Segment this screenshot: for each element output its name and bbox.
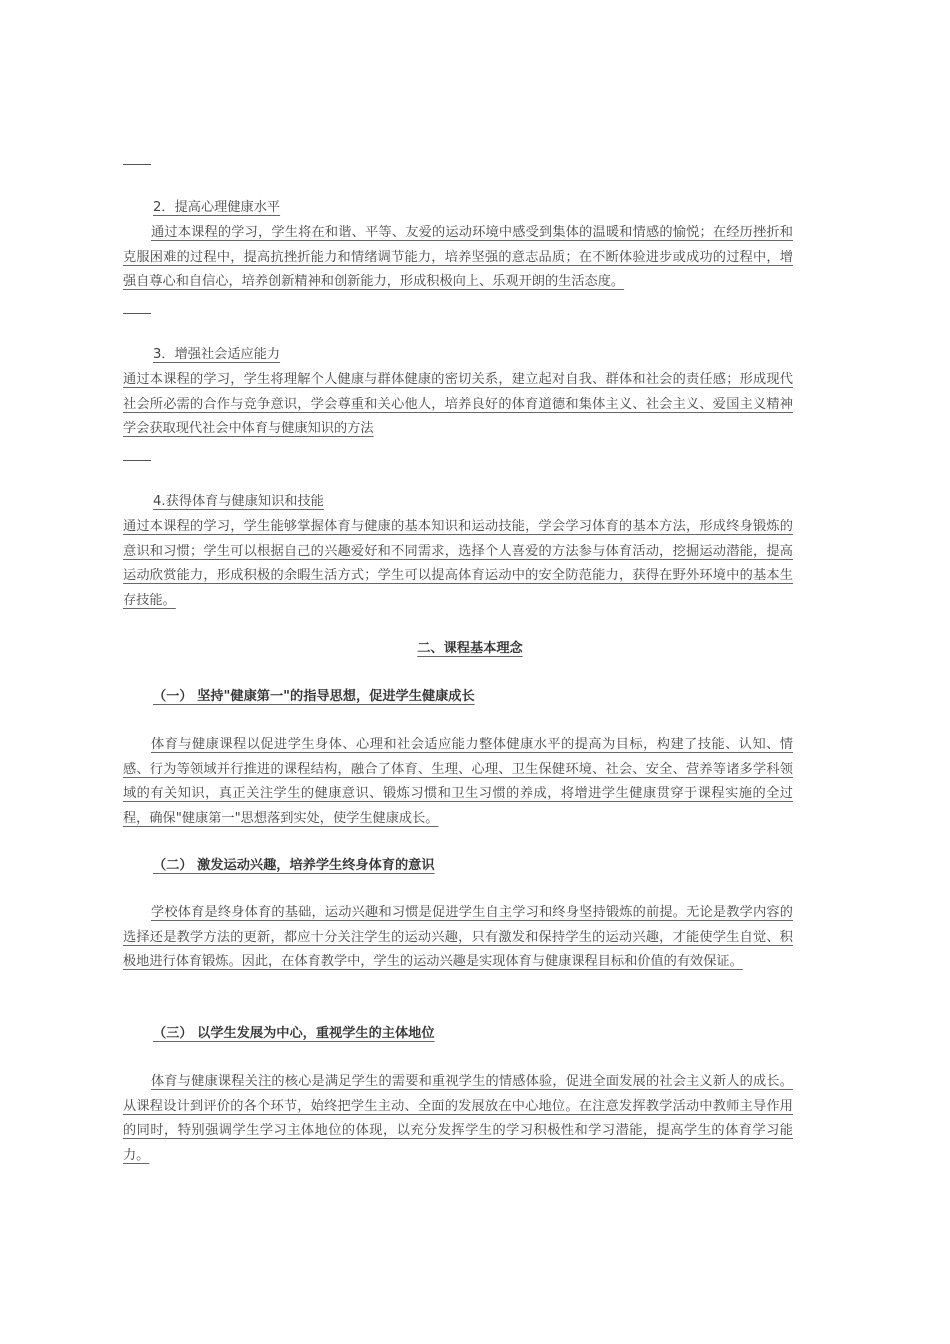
separator-rule <box>123 164 151 165</box>
section-heading <box>123 197 793 219</box>
principle-heading-text: （一） 坚持"健康第一"的指导思想，促进学生健康成长 <box>153 689 475 704</box>
principle-heading-text: （三） 以学生发展为中心，重视学生的主体地位 <box>153 1026 435 1041</box>
principle-heading <box>123 855 793 877</box>
chapter-title: 二、课程基本理念 <box>417 641 523 656</box>
section-body: 通过本课程的学习，学生将理解个人健康与群体健康的密切关系，建立起对自我、群体和社会的责任感；形成现代社会所必需的合作与竞争意识，学会尊重和关心他人，培养良好的体育道德和集体主义、社会主义、爱国主义精神学会获取现代社会中体育与健康知识的方法 <box>123 372 793 437</box>
principle-body: 体育与健康课程以促进学生身体、心理和社会适应能力整体健康水平的提高为目标，构建了技能、认知、情感、行为等领域并行推进的课程结构，融合了体育、生理、心理、卫生保健环境、社会、安全、营养等诸多学科领域的有关知识，真正关注学生的健康意识、锻炼习惯和卫生习惯的养成，将增进学生健康贯穿于课程实施的全过程，确保"健康第一"思想落到实处，使学生健康成长。 <box>123 737 793 826</box>
section-heading-text: 3．增强社会适应能力 <box>153 347 281 362</box>
section-body: 通过本课程的学习，学生能够掌握体育与健康的基本知识和运动技能，学会学习体育的基本方法，形成终身锻炼的意识和习惯；学生可以根据自己的兴趣爱好和不同需求，选择个人喜爱的方法参与体育活动，挖掘运动潜能，提高运动欣赏能力，形成积极的余暇生活方式；学生可以提高体育运动中的安全防范能力，获得在野外环境中的基本生存技能。 <box>123 519 793 608</box>
principle-body: 体育与健康课程关注的核心是满足学生的需要和重视学生的情感体验，促进全面发展的社会主义新人的成长。从课程设计到评价的各个环节，始终把学生主动、全面的发展放在中心地位。在注意发挥教学活动中教师主导作用的同时，特别强调学生学习主体地位的体现，以充分发挥学生的学习积极性和学习潜能，提高学生的体育学习能力。 <box>123 1074 793 1163</box>
principle-heading <box>123 686 793 708</box>
separator-rule <box>123 313 151 314</box>
separator-rule <box>123 460 151 461</box>
principle-heading <box>123 1023 793 1045</box>
section-heading-text: 2．提高心理健康水平 <box>153 200 281 215</box>
section-heading-text: 4.获得体育与健康知识和技能 <box>153 494 324 509</box>
principle-heading-text: （二） 激发运动兴趣，培养学生终身体育的意识 <box>153 858 435 873</box>
section-body: 通过本课程的学习，学生将在和谐、平等、友爱的运动环境中感受到集体的温暖和情感的愉悦；在经历挫折和克服困难的过程中，提高抗挫折能力和情绪调节能力，培养坚强的意志品质；在不断体验进步或成功的过程中，增强自尊心和自信心，培养创新精神和创新能力，形成积极向上、乐观开朗的生活态度。 <box>123 225 793 290</box>
section-heading <box>123 344 793 366</box>
principle-body: 学校体育是终身体育的基础，运动兴趣和习惯是促进学生自主学习和终身坚持锻炼的前提。无论是教学内容的选择还是教学方法的更新，都应十分关注学生的运动兴趣，只有激发和保持学生的运动兴趣，才能使学生自觉、积极地进行体育锻炼。因此，在体育教学中，学生的运动兴趣是实现体育与健康课程目标和价值的有效保证。 <box>123 905 793 970</box>
section-heading <box>123 491 793 513</box>
